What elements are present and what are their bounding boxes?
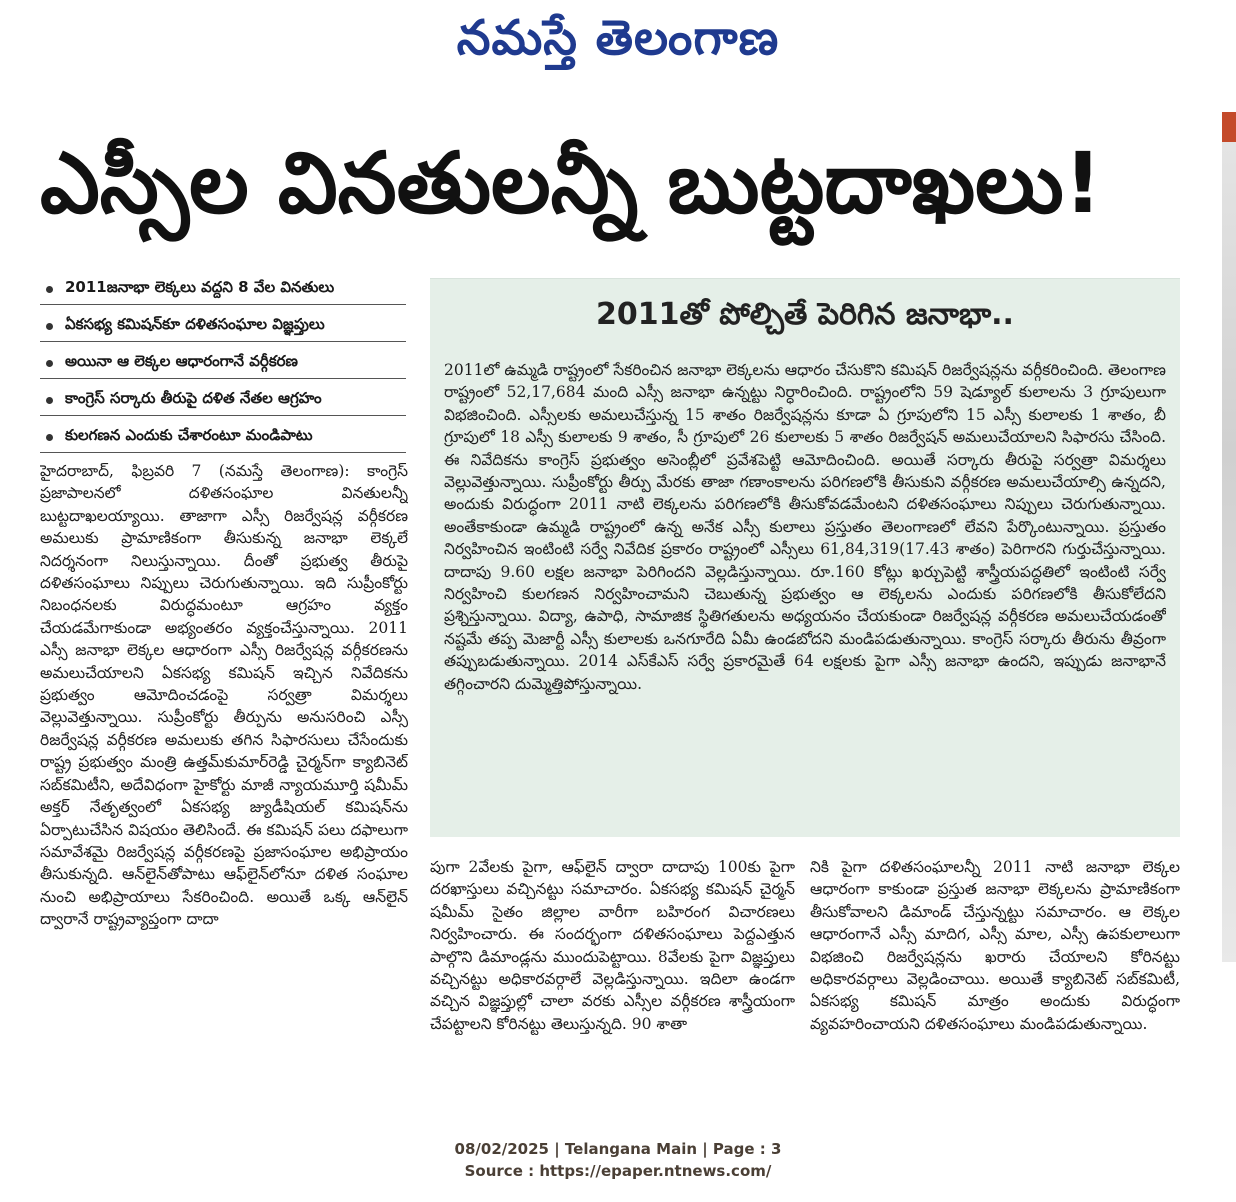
article-column-left: హైదరాబాద్, ఫిబ్రవరి 7 (నమస్తే తెలంగాణ): కాంగ్రెస్ ప్రజాపాలనలో దళితసంఘాల వినతులన్నీ బుట్టదాఖలయ్యాయి. తాజాగా ఎస్సీ రిజర్వేషన్ల వర్గీకరణ అమలుకు ప్రామాణికంగా తీసుకున్న జనాభా లెక్కలే నిదర్శనంగా నిలుస్తున్నాయి. దీంతో ప్రభుత్వ తీరుపై దళితసంఘాలు నిప్పులు చెరుగుతున్నాయి. ఇది సుప్రీంకోర్టు నిబంధనలకు విరుద్ధమంటూ ఆగ్రహం వ్యక్తం చేయడమేగాకుండా అభ్యంతరం వ్యక్తంచేస్తున్నాయి. 2011 ఎస్సీ జనాభా లెక్కల ఆధారంగా ఎస్సీ రిజర్వేషన్ల వర్గీకరణను అమలుచేయాలని ఏకసభ్య కమిషన్ ఇచ్చిన నివేదికను ప్రభుత్వం ఆమోదించడంపై సర్వత్రా విమర్శలు వెల్లువెత్తున్నాయి. సుప్రీంకోర్టు తీర్పును అనుసరించి ఎస్సీ రిజర్వేషన్ల వర్గీకరణ అమలుకు తగిన సిఫారసులు చేసేందుకు రాష్ట్ర ప్రభుత్వం మంత్రి ఉత్తమ్‌కుమార్‌రెడ్డి చైర్మన్‌గా క్యాబినెట్ సబ్‌కమిటీని, అదేవిధంగా హైకోర్టు మాజీ న్యాయమూర్తి షమీమ్ అక్తర్ నేతృత్వంలో ఏకసభ్య జ్యుడీషియల్ కమిషన్‌ను ఏర్పాటుచేసిన విషయం తెలిసిందే. ఈ కమిషన్ పలు దఫాలుగా సమావేశమై రిజర్వేషన్ల వర్గీకరణపై ప్రజాసంఘాల అభిప్రాయం తీసుకున్నది. ఆన్‌లైన్‌తోపాటు ఆఫ్‌లైన్‌లోనూ దళిత సంఘాల నుంచి అభిప్రాయాలు సేకరించింది. అయితే ఒక్క ఆన్‌లైన్ ద్వారానే రాష్ట్రవ్యాప్తంగా దాదా — [40, 462, 408, 929]
headline: ఎస్సీల వినతులన్నీ బుట్టదాఖలు! — [40, 134, 1103, 232]
bullet-icon — [46, 434, 53, 441]
bullet-icon — [46, 397, 53, 404]
highlight-item: కులగణన ఎందుకు చేశారంటూ మండిపాటు — [40, 422, 406, 453]
footer — [0, 1138, 1236, 1182]
masthead-logo: నమస్తే తెలంగాణ — [456, 10, 780, 66]
footer-edition-line: 08/02/2025 | Telangana Main | Page : 3 — [454, 1140, 782, 1158]
source-link[interactable]: https://epaper.ntnews.com/ — [539, 1162, 772, 1180]
source-label: Source : — [464, 1162, 540, 1180]
article-column-middle: పుగా 2వేలకు పైగా, ఆఫ్‌లైన్ ద్వారా దాదాపు 100కు పైగా దరఖాస్తులు వచ్చినట్టు సమాచారం. ఏకసభ్య కమిషన్ చైర్మన్ షమీమ్ సైతం జిల్లాల వారీగా బహిరంగ విచారణలు నిర్వహించారు. ఈ సందర్భంగా దళితసంఘాలు పెద్దఎత్తున పాల్గొని డిమాండ్లను ముందుపెట్టాయి. 8వేలకు పైగా విజ్ఞప్తులు వచ్చినట్టు అధికారవర్గాలే వెల్లడిస్తున్నాయి. ఇదిలా ఉండగా వచ్చిన విజ్ఞప్తుల్లో చాలా వరకు ఎస్సీల వర్గీకరణ శాస్త్రీయంగా చేపట్టాలని కోరినట్టు తెలుస్తున్నది. 90 శాతా — [430, 858, 795, 1033]
highlight-item: ఏకసభ్య కమిషన్‌కూ దళితసంఘాల విజ్ఞప్తులు — [40, 311, 406, 342]
bullet-icon — [46, 360, 53, 367]
highlight-item: 2011జనాభా లెక్కలు వద్దని 8 వేల వినతులు — [40, 274, 406, 305]
bullet-icon — [46, 286, 53, 293]
highlights-list — [40, 274, 406, 459]
bullet-icon — [46, 323, 53, 330]
sidebar-box — [430, 278, 1180, 837]
footer-source-line — [0, 1160, 1236, 1182]
article-column-right: నికి పైగా దళితసంఘాలన్నీ 2011 నాటి జనాభా లెక్కల ఆధారంగా కాకుండా ప్రస్తుత జనాభా లెక్కలను ప్రామాణికంగా తీసుకోవాలని డిమాండ్ చేస్తున్నట్టు సమాచారం. ఆ లెక్కల ఆధారంగానే ఎస్సీ మాదిగ, ఎస్సీ మాల, ఎస్సీ ఉపకులాలుగా విభజించి రిజర్వేషన్లను ఖరారు చేయాలని కోరినట్టు అధికారవర్గాలు వెల్లడించాయి. అయితే క్యాబినెట్ సబ్‌కమిటీ, ఏకసభ్య కమిషన్ మాత్రం అందుకు విరుద్ధంగా వ్యవహరించాయని దళితసంఘాలు మండిపడుతున్నాయి. — [810, 858, 1180, 1033]
highlight-item: అయినా ఆ లెక్కల ఆధారంగానే వర్గీకరణ — [40, 348, 406, 379]
box-body: 2011లో ఉమ్మడి రాష్ట్రంలో సేకరించిన జనాభా లెక్కలను ఆధారం చేసుకొని కమిషన్ రిజర్వేషన్లను వర్గీకరించింది. తెలంగాణ రాష్ట్రంలో 52,17,684 మంది ఎస్సీ జనాభా ఉన్నట్టు నిర్ధారించింది. రాష్ట్రంలోని 59 షెడ్యూల్ కులాలను 3 గ్రూపులుగా విభజించింది. ఎస్సీలకు అమలుచేస్తున్న 15 శాతం రిజర్వేషన్లను కూడా ఏ గ్రూపులోని 15 ఎస్సీ కులాలకు 1 శాతం, బీ గ్రూపులో 18 ఎస్సీ కులాలకు 9 శాతం, సీ గ్రూపులో 26 కులాలకు 5 శాతం రిజర్వేషన్ అమలుచేయాలని సిఫారసు చేసింది. ఈ నివేదికను కాంగ్రెస్ ప్రభుత్వం అసెంబ్లీలో ప్రవేశపెట్టి ఆమోదించింది. అయితే సర్కారు తీరుపై సర్వత్రా విమర్శలు వెల్లువెత్తున్నాయి. సుప్రీంకోర్టు తీర్పు మేరకు తాజా గణాంకాలను పరిగణలోకి తీసుకుని వర్గీకరణ అమలుచేయాల్సి ఉన్నదని, అందుకు విరుద్ధంగా 2011 నాటి లెక్కలను పరిగణలోకి తీసుకోవడమేంటని దళితసంఘాలు నిప్పులు చెరుగుతున్నాయి. అంతేకాకుండా ఉమ్మడి రాష్ట్రంలో ఉన్న అనేక ఎస్సీ కులాలు ప్రస్తుతం తెలంగాణలో లేవని పేర్కొంటున్నాయి. ప్రస్తుతం నిర్వహించిన ఇంటింటి సర్వే నివేదిక ప్రకారం రాష్ట్రంలో ఎస్సీలు 61,84,319(17.43 శాతం) పెరిగారని గుర్తుచేస్తున్నాయి. దాదాపు 9.60 లక్షల జనాభా పెరిగిందని వెల్లడిస్తున్నాయి. రూ.160 కోట్లు ఖర్చుపెట్టి శాస్త్రీయపద్ధతిలో ఇంటింటి సర్వే నిర్వహించి కులగణన నిర్వహించామని చెబుతున్న ప్రభుత్వం ఆ లెక్కలను ఎందుకు పరిగణలోకి తీసుకోలేదని ప్రశ్నిస్తున్నాయి. విద్యా, ఉపాధి, సామాజిక స్థితిగతులను అధ్యయనం చేయకుండా రిజర్వేషన్ల వర్గీకరణ అమలుచేయడంతో నష్టమే తప్ప మెజార్టీ ఎస్సీ కులాలకు ఒనగూరేది ఏమీ ఉండబోదని మండిపడుతున్నాయి. కాంగ్రెస్ సర్కారు తీరును తీవ్రంగా తప్పుబడుతున్నాయి. 2014 ఎస్‌కేఎస్ సర్వే ప్రకారమైతే 64 లక్షలకు పైగా ఎస్సీ జనాభా ఉందని, ఇప్పుడు జనాభానే తగ్గించారని దుమ్మెత్తిపోస్తున్నాయి. — [444, 361, 1166, 693]
box-title: 2011తో పోల్చితే పెరిగిన జనాభా.. — [596, 297, 1014, 332]
adjacent-page-edge — [1222, 112, 1236, 962]
highlight-item: కాంగ్రెస్ సర్కారు తీరుపై దళిత నేతల ఆగ్రహం — [40, 385, 406, 416]
adjacent-page-mark — [1222, 112, 1236, 142]
